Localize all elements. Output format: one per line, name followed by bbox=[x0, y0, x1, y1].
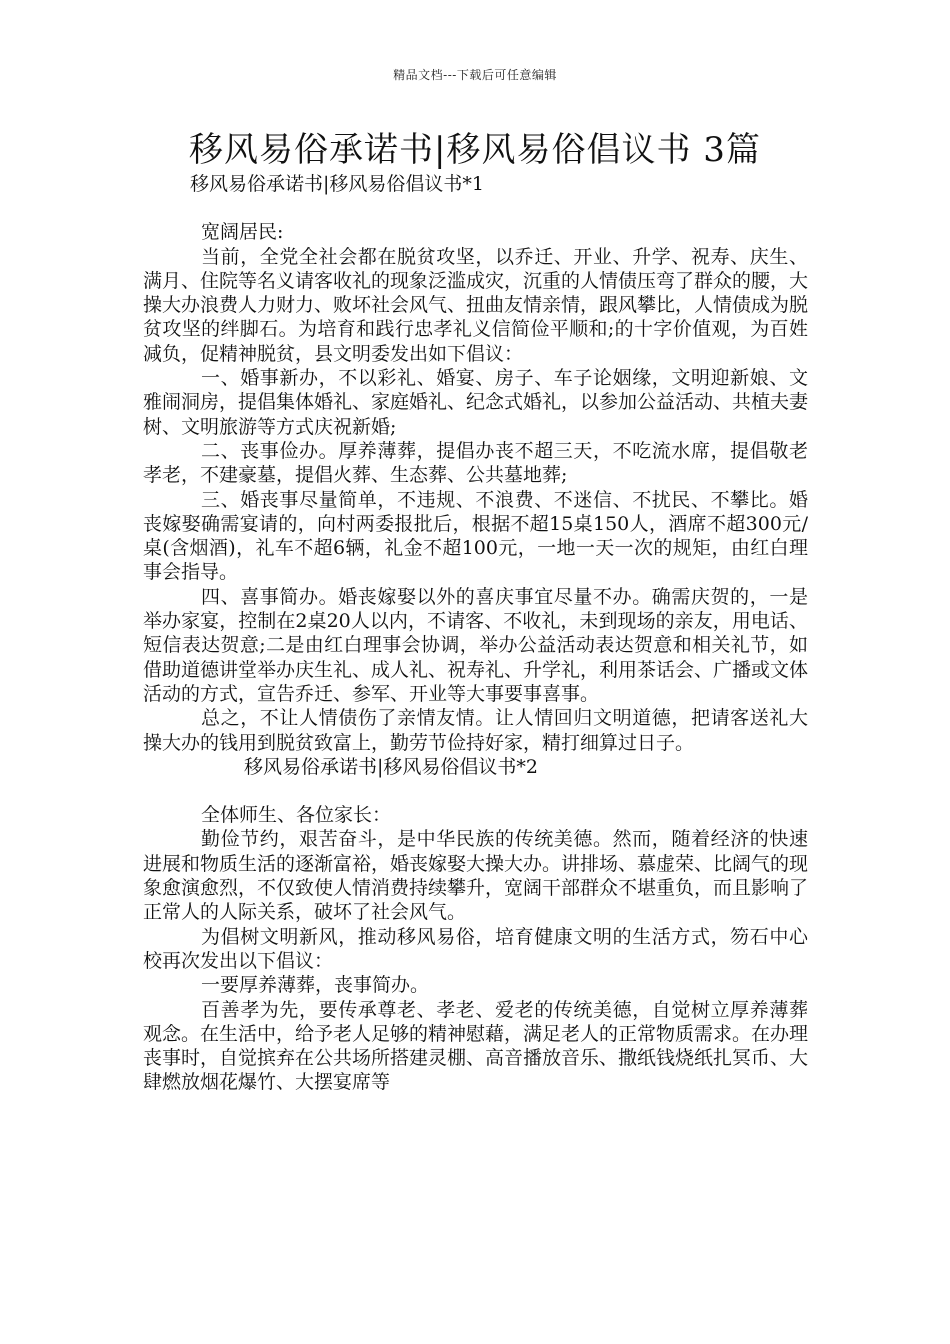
paragraph: 为倡树文明新风，推动移风易俗，培育健康文明的生活方式，笏石中心校再次发出以下倡议： bbox=[143, 925, 808, 972]
paragraph: 四、喜事简办。婚丧嫁娶以外的喜庆事宜尽量不办。确需庆贺的，一是举办家宴，控制在2桌20人以内，不请客、不收礼，未到现场的亲友，用电话、短信表达贺意;二是由红白理事会协调，举办公益活动表达贺意和相关礼节，如借助道德讲堂举办庆生礼、成人礼、祝寿礼、升学礼，利用茶话会、广播或文体活动的方式，宣告乔迁、参军、开业等大事要事喜事。 bbox=[143, 585, 809, 705]
paragraph: 勤俭节约，艰苦奋斗，是中华民族的传统美德。然而，随着经济的快速进展和物质生活的逐渐富裕，婚丧嫁娶大操大办。讲排场、慕虚荣、比阔气的现象愈演愈烈，不仅致使人情消费持续攀升，宽阔干部群众不堪重负，而且影响了正常人的人际关系，破坏了社会风气。 bbox=[143, 828, 809, 924]
document-body bbox=[143, 172, 808, 1095]
paragraph: 一、婚事新办，不以彩礼、婚宴、房子、车子论姻缘，文明迎新娘、文雅闹洞房，提倡集体婚礼、家庭婚礼、纪念式婚礼，以参加公益活动、共植夫妻树、文明旅游等方式庆祝新婚; bbox=[143, 367, 809, 438]
section-1-salutation: 宽阔居民: bbox=[201, 221, 284, 244]
document-title: 移风易俗承诺书|移风易俗倡议书 3篇 bbox=[189, 130, 761, 170]
section-2-salutation: 全体师生、各位家长： bbox=[201, 804, 392, 827]
paragraph: 二、丧事俭办。厚养薄葬，提倡办丧不超三天，不吃流水席，提倡敬老孝老，不建豪墓，提倡火葬、生态葬、公共墓地葬; bbox=[143, 439, 808, 487]
paragraph: 总之，不让人情债伤了亲情友情。让人情回归文明道德，把请客送礼大操大办的钱用到脱贫致富上，勤劳节俭持好家，精打细算过日子。 bbox=[143, 707, 808, 754]
paragraph: 当前，全党全社会都在脱贫攻坚，以乔迁、开业、升学、祝寿、庆生、满月、住院等名义请客收礼的现象泛滥成灾，沉重的人情债压弯了群众的腰，大操大办浪费人力财力、败坏社会风气、扭曲友情亲情，跟风攀比，人情债成为脱贫攻坚的绊脚石。为培育和践行忠孝礼义信简俭平顺和;的十字价值观，为百姓减负，促精神脱贫，县文明委发出如下倡议： bbox=[143, 245, 809, 365]
section-2-heading: 移风易俗承诺书|移风易俗倡议书*2 bbox=[244, 755, 538, 778]
spacer bbox=[143, 196, 808, 220]
section-1-heading: 移风易俗承诺书|移风易俗倡议书*1 bbox=[190, 173, 484, 195]
header-note: 精品文档---下载后可任意编辑 bbox=[393, 68, 557, 82]
paragraph: 百善孝为先，要传承尊老、孝老、爱老的传统美德，自觉树立厚养薄葬观念。在生活中，给予老人足够的精神慰藉，满足老人的正常物质需求。在办理丧事时，自觉摈弃在公共场所搭建灵棚、高音播放音乐、撒纸钱烧纸扎冥币、大肆燃放烟花爆竹、大摆宴席等 bbox=[143, 998, 809, 1094]
paragraph: 三、婚丧事尽量简单，不违规、不浪费、不迷信、不扰民、不攀比。婚丧嫁娶确需宴请的，向村两委报批后，根据不超15桌150人，酒席不超300元/桌(含烟酒)，礼车不超6辆，礼金不超100元，一地一天一次的规矩，由红白理事会指导。 bbox=[143, 488, 808, 584]
paragraph: 一要厚养薄葬，丧事简办。 bbox=[201, 974, 430, 997]
spacer bbox=[143, 779, 808, 803]
